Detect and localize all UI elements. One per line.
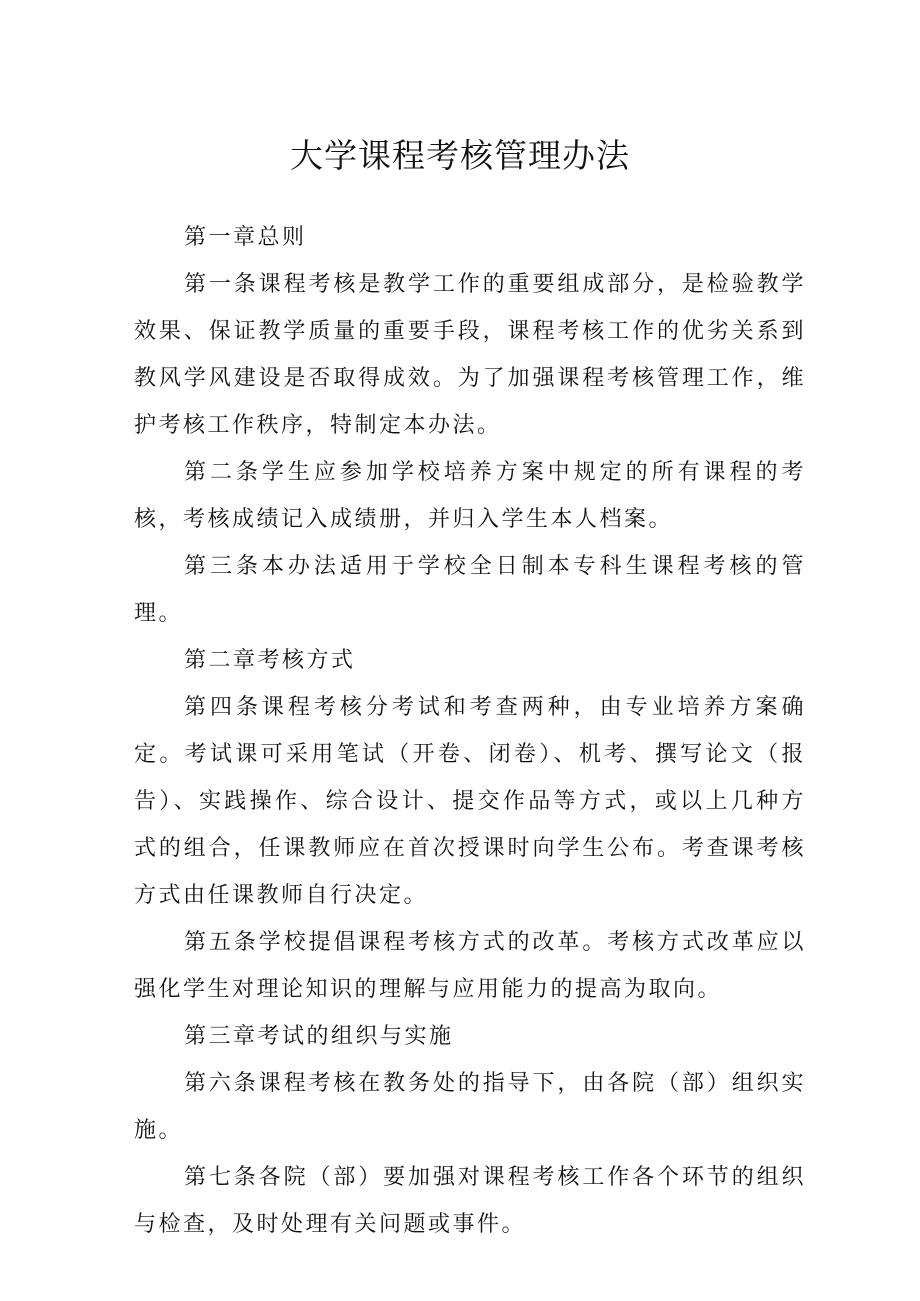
chapter-heading-2: 第二章考核方式 (184, 648, 356, 673)
article-6: 第六条课程考核在教务处的指导下，由各院（部）组织实施。 (134, 1071, 806, 1143)
chapter-heading-1: 第一章总则 (184, 225, 307, 250)
document-body (134, 214, 806, 1248)
article-7: 第七条各院（部）要加强对课程考核工作各个环节的组织与检查，及时处理有关问题或事件。 (134, 1165, 806, 1237)
document-title: 大学课程考核管理办法 (290, 136, 630, 175)
article-5: 第五条学校提倡课程考核方式的改革。考核方式改革应以强化学生对理论知识的理解与应用能力的提高为取向。 (134, 930, 806, 1002)
article-3: 第三条本办法适用于学校全日制本专科生课程考核的管理。 (134, 554, 806, 626)
article-2: 第二条学生应参加学校培养方案中规定的所有课程的考核，考核成绩记入成绩册，并归入学生本人档案。 (134, 460, 806, 532)
article-4: 第四条课程考核分考试和考查两种，由专业培养方案确定。考试课可采用笔试（开卷、闭卷）、机考、撰写论文（报告）、实践操作、综合设计、提交作品等方式，或以上几种方式的组合，任课教师应在首次授课时向学生公布。考查课考核方式由任课教师自行决定。 (134, 695, 806, 908)
article-1: 第一条课程考核是教学工作的重要组成部分，是检验教学效果、保证教学质量的重要手段，课程考核工作的优劣关系到教风学风建设是否取得成效。为了加强课程考核管理工作，维护考核工作秩序，特制定本办法。 (134, 272, 806, 438)
chapter-heading-3: 第三章考试的组织与实施 (184, 1024, 454, 1049)
